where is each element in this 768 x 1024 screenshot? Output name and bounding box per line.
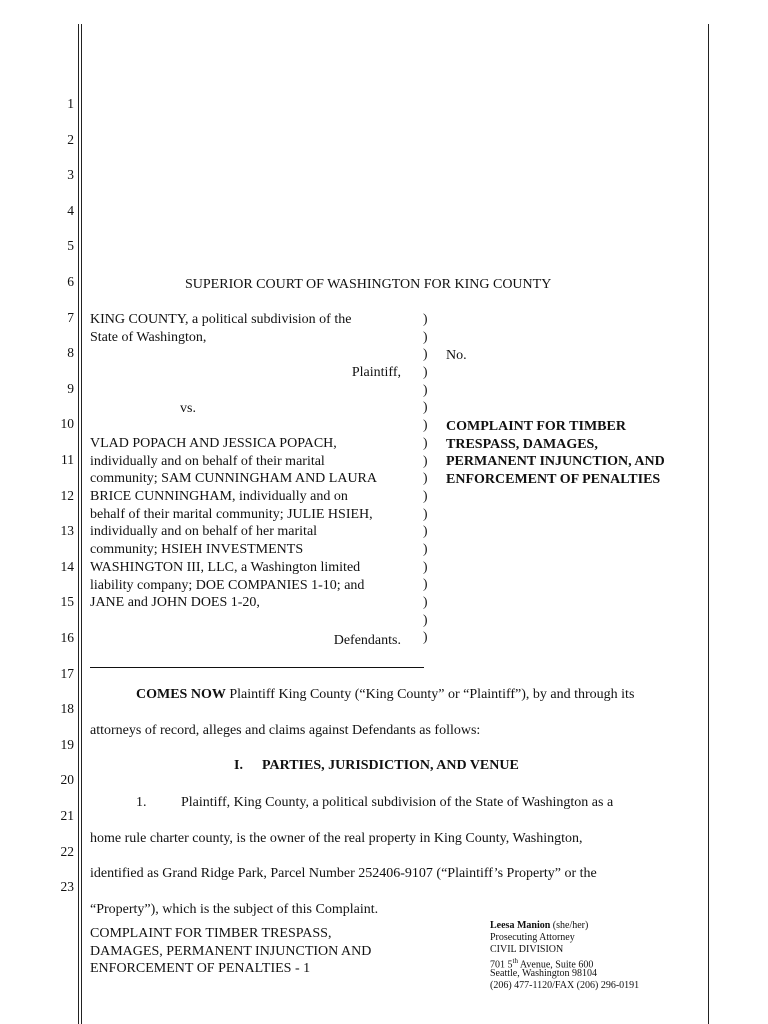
attorney-city: Seattle, Washington 98104 bbox=[490, 968, 598, 979]
defendant-line: WASHINGTON III, LLC, a Washington limited bbox=[90, 559, 361, 575]
line-number: 6 bbox=[67, 274, 74, 289]
attorney-pronouns: (she/her) bbox=[550, 920, 589, 931]
line-number: 13 bbox=[60, 523, 74, 539]
address-number: 701 5 bbox=[490, 959, 513, 971]
line-number: 22 bbox=[60, 843, 74, 859]
line-number: 21 bbox=[60, 808, 74, 823]
section-numeral: I. bbox=[234, 758, 243, 773]
left-margin-line-outer bbox=[78, 24, 79, 1024]
complaint-title-line: PERMANENT INJUNCTION, AND bbox=[446, 454, 665, 470]
line-number: 3 bbox=[67, 167, 74, 183]
complaint-title-line: ENFORCEMENT OF PENALTIES bbox=[446, 472, 661, 488]
defendant-line: BRICE CUNNINGHAM, individually and on bbox=[90, 489, 348, 504]
defendant-line: liability company; DOE COMPANIES 1-10; and bbox=[90, 577, 365, 593]
caption-divider bbox=[90, 667, 424, 668]
line-number: 11 bbox=[61, 452, 74, 467]
attorney-phone: (206) 477-1120/FAX (206) 296-0191 bbox=[490, 980, 640, 991]
address-street: Avenue, Suite 600 bbox=[517, 959, 594, 971]
defendant-line: individually and on behalf of their marital bbox=[90, 453, 325, 469]
court-title: SUPERIOR COURT OF WASHINGTON FOR KING COUNTY bbox=[185, 277, 552, 292]
line-number: 18 bbox=[60, 701, 74, 717]
line-number: 20 bbox=[60, 772, 74, 788]
address-ordinal: th bbox=[512, 957, 518, 965]
line-number: 23 bbox=[60, 879, 74, 895]
paragraph-line: Plaintiff, King County, a political subdivision of the State of Washington as a bbox=[181, 795, 614, 810]
attorney-name: Leesa Manion bbox=[490, 920, 551, 931]
paragraph-line: “Property”), which is the subject of this Complaint. bbox=[90, 901, 379, 917]
line-number: 15 bbox=[60, 594, 74, 610]
defendant-line: community; SAM CUNNINGHAM AND LAURA bbox=[90, 471, 378, 487]
paragraph-line: identified as Grand Ridge Park, Parcel Number 252406-9107 (“Plaintiff’s Property” or the bbox=[90, 866, 597, 881]
line-number: 1 bbox=[67, 96, 74, 111]
footer-title-line: COMPLAINT FOR TIMBER TRESPASS, bbox=[90, 926, 332, 941]
footer-title-line: DAMAGES, PERMANENT INJUNCTION AND bbox=[90, 943, 372, 959]
defendant-line: JANE and JOHN DOES 1-20, bbox=[90, 595, 260, 611]
intro-text: Plaintiff King County (“King County” or “Plaintiff”), by and through its bbox=[225, 687, 635, 702]
attorney-division: CIVIL DIVISION bbox=[490, 944, 564, 955]
case-number-label: No. bbox=[446, 348, 467, 363]
paragraph-number: 1. bbox=[136, 795, 147, 810]
line-number: 8 bbox=[67, 345, 74, 361]
right-margin-line bbox=[708, 24, 709, 1024]
left-margin-line-inner bbox=[81, 24, 82, 1024]
line-number: 14 bbox=[60, 558, 74, 574]
section-heading bbox=[234, 757, 519, 775]
section-title: PARTIES, JURISDICTION, AND VENUE bbox=[261, 758, 519, 773]
line-number: 10 bbox=[60, 416, 74, 432]
complaint-title-line: TRESPASS, DAMAGES, bbox=[446, 436, 598, 452]
defendants-role: Defendants. bbox=[333, 633, 401, 648]
defendant-line: individually and on behalf of her marital bbox=[90, 524, 318, 540]
defendant-line: VLAD POPACH AND JESSICA POPACH, bbox=[90, 435, 337, 451]
intro-bold-lead: COMES NOW bbox=[136, 687, 226, 702]
line-number: 12 bbox=[60, 487, 74, 503]
plaintiff-name-line: State of Washington, bbox=[90, 329, 207, 345]
versus-label: vs. bbox=[180, 400, 196, 416]
plaintiff-name-line: KING COUNTY, a political subdivision of the bbox=[90, 312, 352, 327]
defendant-line: behalf of their marital community; JULIE HSIEH, bbox=[90, 506, 373, 522]
line-number: 4 bbox=[67, 202, 74, 218]
intro-line-1 bbox=[136, 686, 634, 704]
line-number: 9 bbox=[67, 380, 74, 396]
attorney-name-line bbox=[490, 920, 588, 932]
attorney-office: Prosecuting Attorney bbox=[490, 932, 575, 943]
line-number: 16 bbox=[60, 630, 74, 645]
footer-title-line: ENFORCEMENT OF PENALTIES - 1 bbox=[90, 961, 311, 977]
paragraph-line: home rule charter county, is the owner of the real property in King County, Washington, bbox=[90, 830, 583, 846]
line-number: 2 bbox=[67, 131, 74, 147]
complaint-title-line: COMPLAINT FOR TIMBER bbox=[446, 419, 626, 434]
line-number: 17 bbox=[60, 665, 74, 681]
defendant-line: community; HSIEH INVESTMENTS bbox=[90, 542, 304, 558]
caption-parenthesis-column: ) ) ) ) ) ) ) ) ) ) ) ) ) ) ) ) ) ) ) bbox=[423, 311, 428, 645]
intro-line-2: attorneys of record, alleges and claims against Defendants as follows: bbox=[90, 722, 481, 738]
line-number: 7 bbox=[67, 309, 74, 325]
plaintiff-role: Plaintiff, bbox=[351, 365, 401, 381]
line-number: 5 bbox=[67, 238, 74, 254]
line-number: 19 bbox=[60, 736, 74, 752]
